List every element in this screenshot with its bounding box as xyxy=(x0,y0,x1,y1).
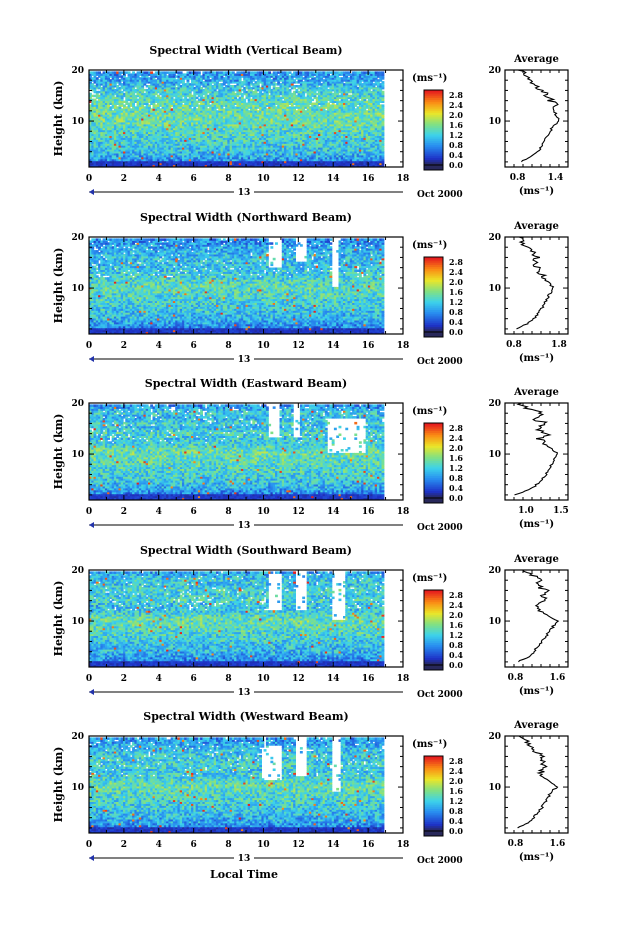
panel-0 xyxy=(52,44,568,200)
panel-title: Spectral Width (Vertical Beam) xyxy=(149,44,342,57)
heatmap-cells xyxy=(89,71,384,167)
